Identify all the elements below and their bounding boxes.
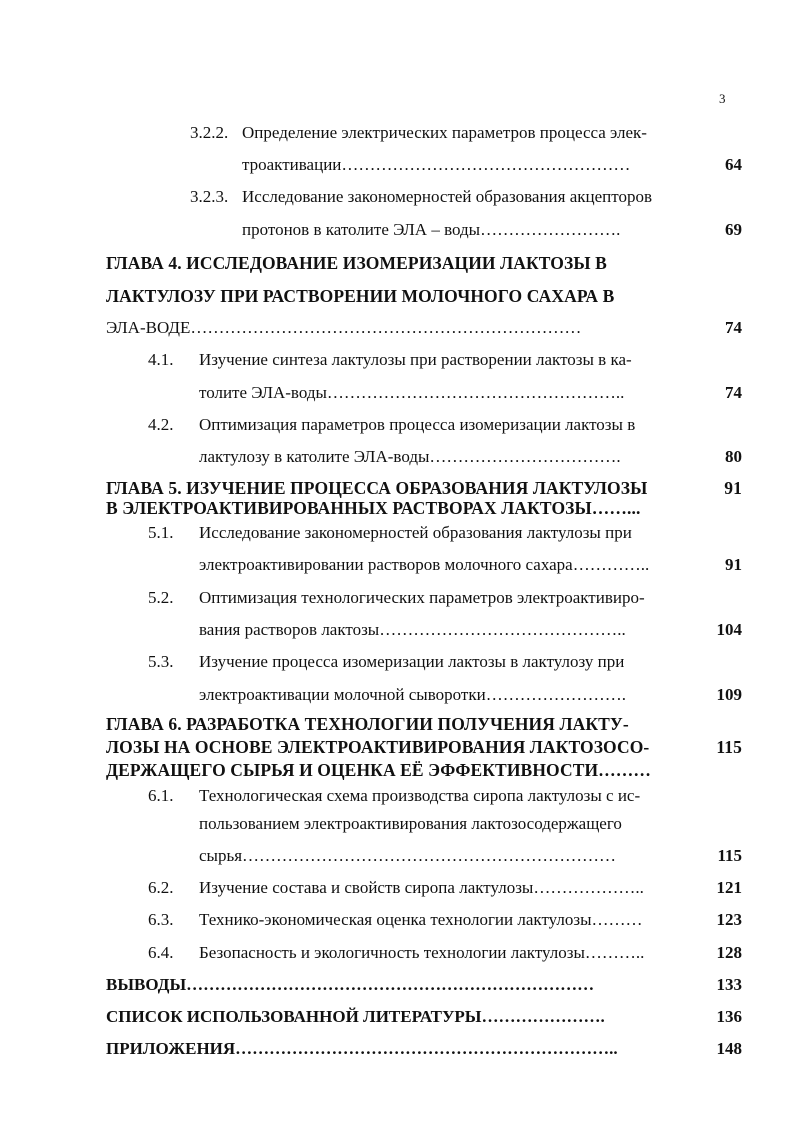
page-ref: 133: [716, 975, 742, 994]
toc-conclusions: [0, 972, 793, 998]
page-ref: 109: [716, 685, 742, 704]
toc-appendices: [0, 1036, 793, 1062]
section-number: 6.4.: [148, 943, 174, 962]
section-number: 5.1.: [148, 523, 174, 542]
section-title-cont: сырья…………………………………………………………: [199, 846, 617, 865]
appendices-title: ПРИЛОЖЕНИЯ…………………………………………………………..: [106, 1039, 618, 1058]
section-title-cont: толите ЭЛА-воды……………………………………………..: [199, 383, 625, 402]
toc-entry-4-1: [0, 347, 793, 373]
section-title-cont: электроактивировании растворов молочного сахара…………..: [199, 555, 650, 574]
toc-entry-3-2-3-cont: [0, 217, 793, 243]
section-title: Технологическая схема производства сиропа лактулозы с ис-: [199, 786, 641, 805]
chapter-title-cont: ДЕРЖАЩЕГО СЫРЬЯ И ОЦЕНКА ЕЁ ЭФФЕКТИВНОСТИ………: [106, 760, 651, 780]
section-title-cont: протонов в католите ЭЛА – воды…………………….: [242, 220, 621, 239]
chapter-title-cont: ЛАКТУЛОЗУ ПРИ РАСТВОРЕНИИ МОЛОЧНОГО САХАРА В: [106, 286, 615, 306]
section-title: Изучение синтеза лактулозы при растворении лактозы в ка-: [199, 350, 632, 369]
toc-entry-3-2-2: [0, 120, 793, 146]
toc-entry-4-2: [0, 412, 793, 438]
section-title: Технико-экономическая оценка технологии лактулозы………: [199, 910, 643, 929]
toc-entry-6-1-cont2: [0, 843, 793, 869]
section-title-cont: лактулозу в католите ЭЛА-воды…………………………….: [199, 447, 621, 466]
chapter-title: ГЛАВА 6. РАЗРАБОТКА ТЕХНОЛОГИИ ПОЛУЧЕНИЯ ЛАКТУ-: [106, 714, 629, 734]
toc-chapter-4: [0, 250, 793, 276]
toc-entry-6-1: [0, 783, 793, 809]
toc-entry-6-3: [0, 907, 793, 933]
section-number: 4.2.: [148, 415, 174, 434]
page-ref: 148: [716, 1039, 742, 1058]
toc-entry-6-2: [0, 875, 793, 901]
section-number: 4.1.: [148, 350, 174, 369]
page-ref: 91: [724, 478, 742, 498]
section-title-cont: пользованием электроактивирования лактозосодержащего: [199, 814, 622, 833]
section-number: 3.2.3.: [190, 187, 229, 206]
section-number: 6.1.: [148, 786, 174, 805]
chapter-title-cont: ЭЛА-ВОДЕ……………………………………………………………: [106, 318, 582, 337]
page-ref: 91: [725, 555, 742, 574]
page-ref: 64: [725, 155, 742, 174]
toc-entry-5-2-cont: [0, 617, 793, 643]
page-ref: 121: [716, 878, 742, 897]
section-title: Исследование закономерностей образования акцепторов: [242, 187, 652, 206]
chapter-title-cont: В ЭЛЕКТРОАКТИВИРОВАННЫХ РАСТВОРАХ ЛАКТОЗЫ……...: [106, 498, 641, 518]
toc-references: [0, 1004, 793, 1030]
page-ref: 74: [725, 383, 742, 402]
conclusions-title: ВЫВОДЫ………………………………………………………………: [106, 975, 595, 994]
toc-entry-5-2: [0, 585, 793, 611]
section-title: Оптимизация технологических параметров электроактивиро-: [199, 588, 645, 607]
toc-chapter-4-cont2: [0, 315, 793, 341]
page-number: 3: [719, 91, 726, 106]
page-ref: 136: [716, 1007, 742, 1026]
section-title: Оптимизация параметров процесса изомеризации лактозы в: [199, 415, 636, 434]
section-number: 6.2.: [148, 878, 174, 897]
toc-entry-4-1-cont: [0, 380, 793, 406]
section-number: 5.2.: [148, 588, 174, 607]
page-ref: 104: [716, 620, 742, 639]
page-ref: 115: [716, 737, 742, 757]
toc-entry-5-1-cont: [0, 552, 793, 578]
section-number: 5.3.: [148, 652, 174, 671]
page-ref: 123: [716, 910, 742, 929]
section-title-cont: электроактивации молочной сыворотки…………………….: [199, 685, 626, 704]
section-number: 6.3.: [148, 910, 174, 929]
references-title: СПИСОК ИСПОЛЬЗОВАННОЙ ЛИТЕРАТУРЫ………………….: [106, 1007, 605, 1026]
toc-entry-3-2-2-cont: [0, 152, 793, 178]
section-title: Изучение состава и свойств сиропа лактулозы………………..: [199, 878, 644, 897]
toc-entry-5-3-cont: [0, 682, 793, 708]
section-title: Изучение процесса изомеризации лактозы в лактулозу при: [199, 652, 625, 671]
toc-chapter-6-cont2: [0, 759, 793, 785]
toc-entry-3-2-3: [0, 184, 793, 210]
toc-entry-5-3: [0, 649, 793, 675]
chapter-title: ГЛАВА 4. ИССЛЕДОВАНИЕ ИЗОМЕРИЗАЦИИ ЛАКТОЗЫ В: [106, 253, 607, 273]
toc-chapter-4-cont: [0, 283, 793, 309]
page-ref: 80: [725, 447, 742, 466]
section-title: Определение электрических параметров процесса элек-: [242, 123, 647, 142]
toc-entry-5-1: [0, 520, 793, 546]
page-ref: 128: [716, 943, 742, 962]
section-title: Исследование закономерностей образования лактулозы при: [199, 523, 632, 542]
toc-entry-6-1-cont: [0, 811, 793, 837]
page-ref: 69: [725, 220, 742, 239]
page-ref: 115: [717, 846, 742, 865]
section-number: 3.2.2.: [190, 123, 229, 142]
section-title-cont: троактивации……………………………………………: [242, 155, 631, 174]
chapter-title: ГЛАВА 5. ИЗУЧЕНИЕ ПРОЦЕССА ОБРАЗОВАНИЯ ЛАКТУЛОЗЫ: [106, 478, 648, 498]
page-ref: 74: [725, 318, 742, 337]
section-title-cont: вания растворов лактозы……………………………………..: [199, 620, 626, 639]
chapter-title-cont: ЛОЗЫ НА ОСНОВЕ ЭЛЕКТРОАКТИВИРОВАНИЯ ЛАКТОЗОСО-: [106, 737, 650, 757]
toc-entry-4-2-cont: [0, 444, 793, 470]
toc-entry-6-4: [0, 940, 793, 966]
section-title: Безопасность и экологичность технологии лактулозы………..: [199, 943, 645, 962]
